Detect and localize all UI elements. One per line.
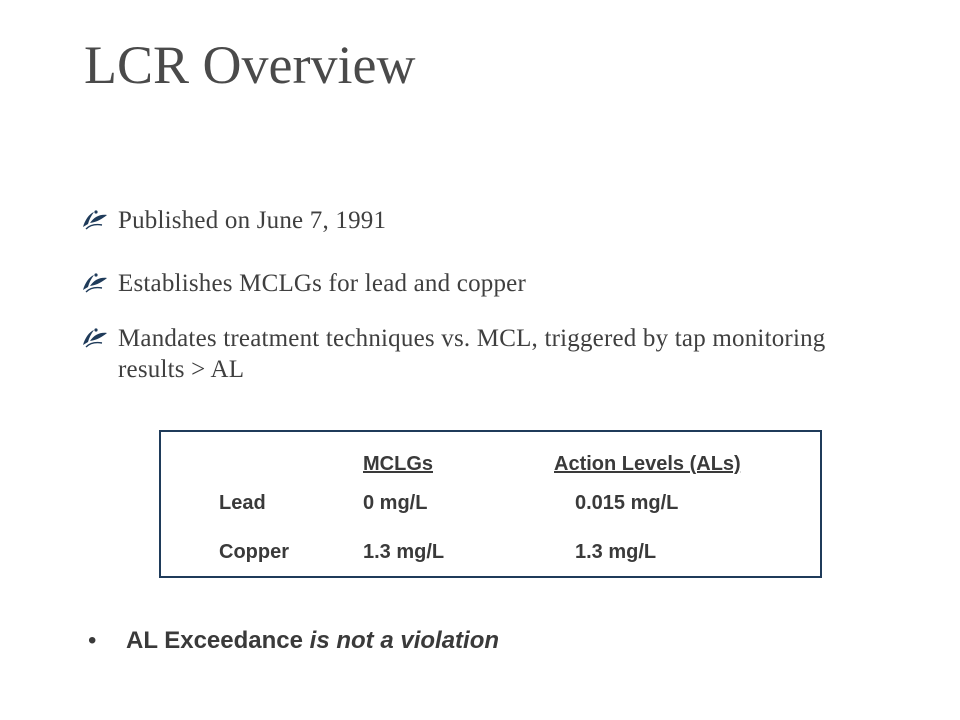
footer-emphasis-text: is not a violation: [309, 627, 500, 654]
bullet-text: Published on June 7, 1991: [118, 207, 387, 234]
bullet-item: [80, 268, 880, 299]
column-header-mclgs: MCLGs: [363, 453, 433, 475]
action-levels-table: [159, 430, 822, 578]
slide-title: LCR Overview: [84, 35, 416, 95]
footer-note: [88, 626, 499, 656]
fleuron-bullet-icon: [80, 271, 110, 293]
bullet-text: Establishes MCLGs for lead and copper: [118, 270, 526, 297]
footer-bullet: •: [88, 627, 97, 654]
bullet-list: [80, 205, 880, 385]
copper-al-value: 1.3 mg/L: [575, 541, 657, 563]
column-header-action-levels: Action Levels (ALs): [554, 453, 741, 475]
footer-lead-text: AL Exceedance: [126, 627, 303, 654]
row-label-lead: Lead: [219, 492, 266, 514]
bullet-text: Mandates treatment techniques vs. MCL, triggered by tap monitoring results > AL: [118, 325, 826, 383]
lead-al-value: 0.015 mg/L: [575, 492, 679, 514]
fleuron-bullet-icon: [80, 208, 110, 230]
lead-mclg-value: 0 mg/L: [363, 492, 428, 514]
fleuron-bullet-icon: [80, 326, 110, 348]
bullet-item: [80, 323, 880, 385]
copper-mclg-value: 1.3 mg/L: [363, 541, 445, 563]
bullet-item: [80, 205, 880, 236]
row-label-copper: Copper: [219, 541, 289, 563]
